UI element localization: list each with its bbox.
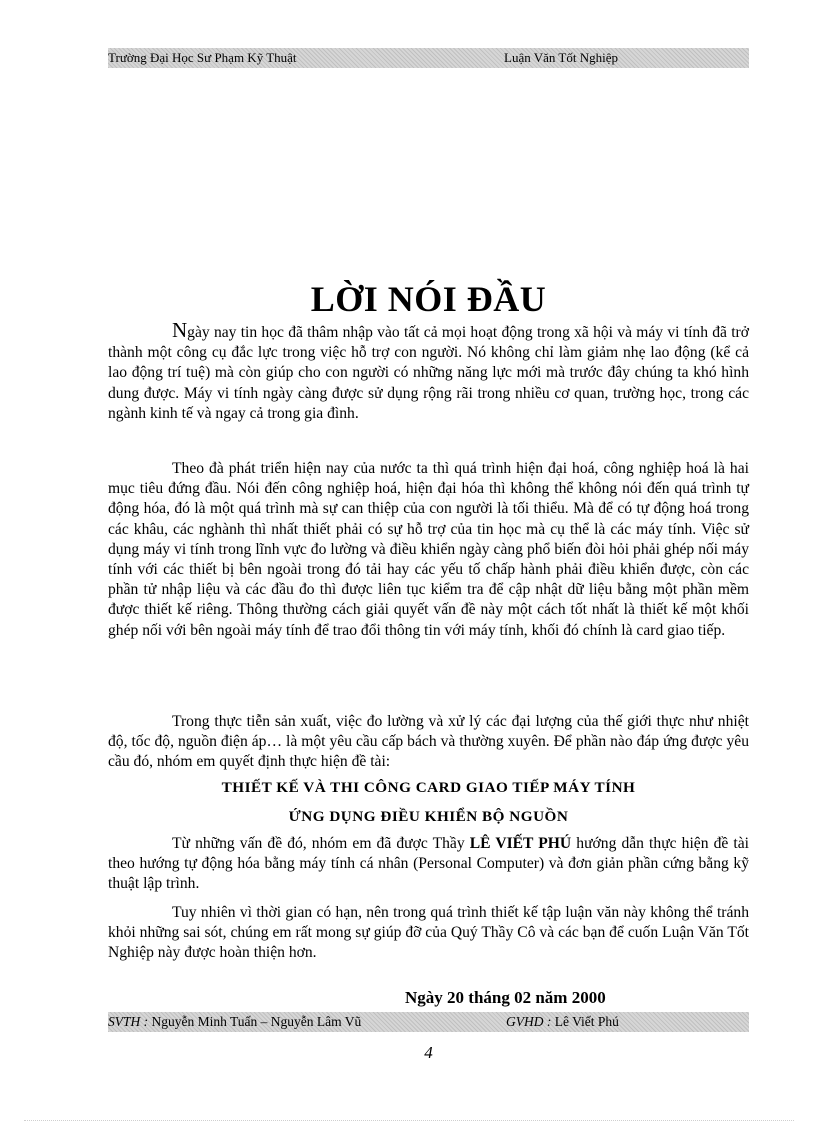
svth-label: SVTH : (108, 1014, 149, 1029)
paragraph-closing (108, 903, 749, 964)
paragraph-development-text: Theo đà phát triển hiện nay của nước ta thì quá trình hiện đại hoá, công nghiệp hoá là hai mục tiêu đứng đầu. Nói đến công nghiệp hoá, hiện đại hóa thì không thể không nói đến quá trình tự động hóa, đó là một quá trình mà sự can thiệp của con người là tối thiểu. Mà để có tự động hoá trong các khâu, các nghành thì nhất thiết phải có sự hỗ trợ của tin học mà cụ thể là các máy tính. Việc sử dụng máy vi tính trong lĩnh vực đo lường và điều khiển ngày càng phổ biến đòi hỏi phải ghép nối máy tính với các thiết bị bên ngoài trong đó tải hay các yếu tố chấp hành phải điều khiển được, còn các phần tử nhập liệu và các đầu đo thì được liên tục kiểm tra để cập nhật dữ liệu bằng một phần mềm được thiết kế riêng. Thông thường cách giải quyết vấn đề này một cách tốt nhất là thiết kế một khối ghép nối với bên ngoài máy tính để trao đổi thông tin với máy tính, khối đó chính là card giao tiếp. (108, 460, 749, 639)
paragraph-intro (108, 320, 749, 424)
gvhd-label: GVHD : (506, 1014, 552, 1029)
topic-title-line2: ỨNG DỤNG ĐIỀU KHIỂN BỘ NGUỒN (288, 808, 569, 825)
paragraph-closing-text: Tuy nhiên vì thời gian có hạn, nên trong quá trình thiết kế tập luận văn này không thể tránh khỏi những sai sót, chúng em rất mong sự giúp đỡ của Quý Thầy Cô và các bạn để cuốn Luận Văn Tốt Nghiệp này được hoàn thiện hơn. (108, 904, 749, 962)
topic-title-line1: THIẾT KẾ VÀ THI CÔNG CARD GIAO TIẾP MÁY TÍNH (221, 779, 636, 796)
drop-letter: N (172, 318, 188, 342)
guidance-text-before: Từ những vấn đề đó, nhóm em đã được Thầy (172, 835, 470, 852)
page-title: LỜI NÓI ĐẦU (310, 279, 547, 319)
advisor-name: LÊ VIẾT PHÚ (469, 835, 572, 852)
svth-names: Nguyễn Minh Tuấn – Nguyễn Lâm Vũ (151, 1014, 362, 1029)
paragraph-practice-text: Trong thực tiễn sản xuất, việc đo lường và xử lý các đại lượng của thế giới thực như nhiệt độ, tốc độ, nguồn điện áp… là một yêu cầu cấp bách và thường xuyên. Để phần nào đáp ứng được yêu cầu đó, nhóm em quyết định thực hiện đề tài: (108, 713, 749, 771)
paragraph-development (108, 459, 749, 641)
footer-advisor (506, 1012, 619, 1032)
header-document-type: Luận Văn Tốt Nghiệp (504, 50, 618, 65)
gvhd-name: Lê Viết Phú (554, 1014, 619, 1029)
page-number: 4 (424, 1043, 433, 1062)
page-footer (108, 1012, 749, 1032)
header-school: Trường Đại Học Sư Phạm Kỹ Thuật (108, 50, 297, 65)
paragraph-intro-text: gày nay tin học đã thâm nhập vào tất cả mọi hoạt động trong xã hội và máy vi tính đã trở thành một công cụ đắc lực trong việc hỗ trợ con người. Nó không chỉ làm giảm nhẹ lao động (kể cả lao động trí tuệ) mà còn giúp cho con người có những năng lực mới mà trước đây chúng ta khó hình dung được. Máy vi tính ngày càng được sử dụng rộng rãi trong nhiều cơ quan, trường học, trong các ngành kinh tế và ngay cả trong gia đình. (108, 324, 749, 422)
date-line: Ngày 20 tháng 02 năm 2000 (405, 988, 606, 1007)
page-header (108, 48, 749, 68)
page-divider (24, 1120, 794, 1121)
paragraph-guidance (108, 834, 749, 895)
guidance-text-after: hướng dẫn thực hiện đề tài theo hướng tự động hóa bằng máy tính cá nhân (Personal Computer) và đơn giản phần cứng bằng kỹ thuật lập trình. (108, 835, 749, 893)
footer-students (108, 1012, 361, 1032)
paragraph-practice (108, 712, 749, 773)
